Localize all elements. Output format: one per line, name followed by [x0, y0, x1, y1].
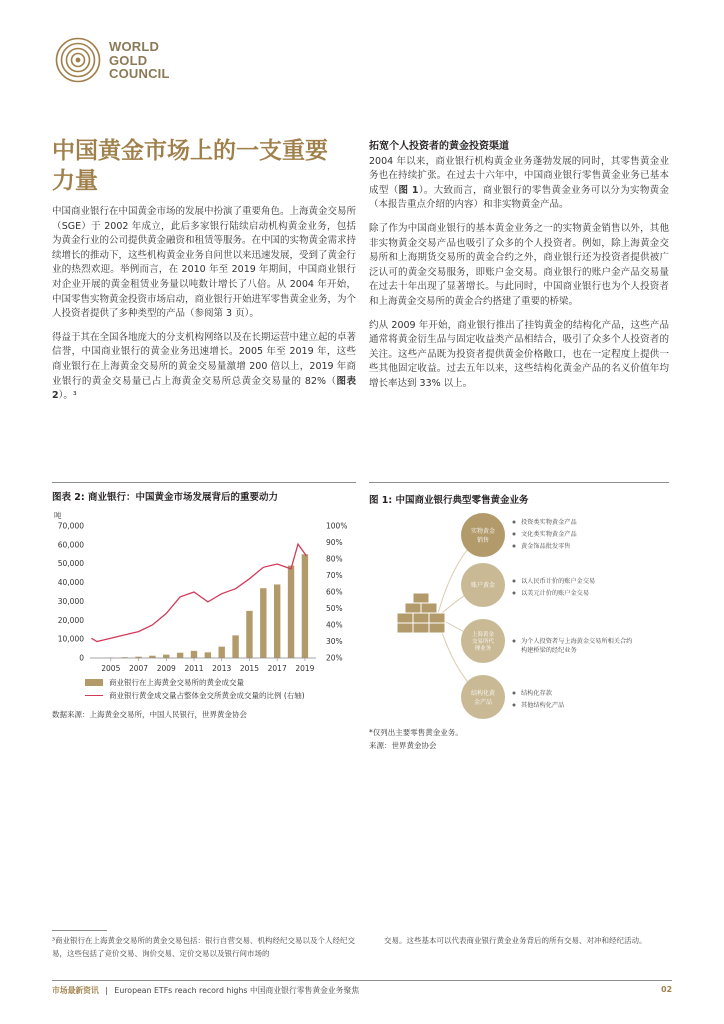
left-paragraph-2-text: 得益于其在全国各地庞大的分支机构网络以及在长期运营中建立起的卓著信誉，中国商业银行的黄金业务迅速增长。2005 年至 2019 年，这些商业银行在上海黄金交易所的黄金交易量激增 200 倍以上，2019 年商业银行的黄金交易量已占上海黄金交易所总黄金交易量的 82%（ [52, 331, 357, 387]
circle-2-label: 账户黄金 [470, 582, 496, 589]
chart-2-source: 数据来源：上海黄金交易所，中国人民银行，世界黄金协会 [52, 710, 247, 719]
y2-tick-label: 40% [326, 620, 343, 630]
figure-1-note: *仅列出主要零售黄金业务。 [369, 728, 463, 737]
bar-2016 [260, 588, 266, 658]
footer [52, 985, 672, 996]
y2-tick-label: 20% [326, 653, 343, 663]
y-tick-label: 30,000 [57, 596, 84, 606]
figure-1-reference: 图 1 [398, 184, 419, 196]
item-2-2: 以美元计价的账户金交易 [521, 590, 590, 597]
circle-1-label-b: 销售 [476, 537, 490, 544]
item-3-1: 为个人投资者与上海黄金交易所相关合约 [521, 638, 633, 645]
x-tick-label: 2007 [128, 664, 149, 673]
figure-1-items [513, 518, 633, 709]
right-paragraph-1-text: 2004 年以来，商业银行机构黄金业务蓬勃发展的同时，其零售黄金业务也在持续扩张。在过去十六年中，中国商业银行零售黄金业务已基本成型（ [369, 155, 669, 196]
right-paragraph-2: 除了作为中国商业银行的基本黄金业务之一的实物黄金销售以外，其他非实物黄金交易产品也吸引了众多的个人投资者。例如，除上海黄金交易所和上海期货交易所的黄金合约之外，商业银行还为投资者提供被广泛认可的黄金交易服务，即账户金交易。商业银行的账户金产品交易量在过去十年出现了显著增长。与此同时，中国商业银行也为个人投资者和上海黄金交易所的黄金合约搭建了重要的桥梁。 [369, 222, 669, 307]
chart-2 [44, 516, 364, 676]
x-tick-label: 2011 [184, 664, 204, 673]
bar-2009 [163, 655, 169, 658]
legend-bar-swatch [85, 679, 103, 686]
y2-tick-label: 60% [326, 587, 343, 597]
gold-bars-icon [397, 593, 445, 633]
circle-1-label-a: 实物黄金 [470, 528, 496, 535]
footnote-left: ³商业银行在上海黄金交易所的黄金交易包括：银行自营交易、机构经纪交易以及个人经纪交易，这些包括了竞价交易、询价交易、定价交易以及银行间市场的 [52, 936, 356, 958]
footnote-rule [52, 930, 107, 931]
chart-2-reference: 图表 2 [52, 375, 356, 402]
x-tick-label: 2019 [295, 664, 315, 673]
y-tick-label: 20,000 [57, 615, 84, 625]
logo-line-2: GOLD [109, 52, 148, 68]
footer-text: European ETFs reach record highs 中国商业银行零售黄金业务聚焦 [114, 986, 360, 995]
legend-bar-label: 商业银行在上海黄金交易所的黄金成交量 [109, 678, 244, 687]
figure-1-title: 图 1: 中国商业银行典型零售黄金业务 [369, 495, 529, 506]
footnote-right: 交易。这些基本可以代表商业银行黄金业务背后的所有交易、对冲和经纪活动。 [384, 936, 647, 945]
left-paragraph-2 [52, 331, 356, 404]
left-paragraph-2-end: ）。³ [58, 390, 77, 402]
item-1-2: 文化类实物黄金产品 [521, 531, 577, 538]
left-column [52, 136, 356, 413]
bar-2017 [274, 584, 280, 658]
item-1-3: 黄金饰品批发零售 [521, 543, 571, 550]
y2-tick-label: 50% [326, 604, 343, 613]
y-tick-label: 0 [79, 653, 84, 663]
logo-line-3: COUNCIL [109, 66, 170, 81]
circle-structured-products [461, 675, 505, 719]
page-number: 02 [661, 985, 672, 994]
bar-2015 [246, 611, 252, 658]
circle-3-label-a: 上海黄金 [471, 632, 495, 638]
circle-3-label-b: 交易所代 [471, 639, 495, 645]
bar-2013 [219, 647, 225, 658]
y2-tick-label: 90% [326, 538, 343, 547]
legend-line-label: 商业银行黄金成交量占整体金交所黄金成交量的比例 (右轴) [109, 691, 305, 700]
item-2-1: 以人民币计价的账户金交易 [521, 578, 596, 585]
left-paragraph-1: 中国商业银行在中国黄金市场的发展中扮演了重要角色。上海黄金交易所（SGE）于 2002 年成立，此后多家银行陆续启动机构黄金业务，包括为黄金行业的公司提供黄金融资和租赁等服务。在中国的实物黄金需求持续增长的推动下，这些机构黄金业务自问世以来迅速发展，受到了黄金行业的热烈欢迎。举例而言，在 2010 年至 2019 年期间，中国商业银行对企业开展的黄金租赁业务量以吨数计增长了八倍。从 2004 年开始，中国零售实物黄金投资市场启动，商业银行开始进军零售黄金业务，为个人投资者提供了多种类型的产品（参阅第 3 页）。 [52, 206, 357, 320]
chart-2-title: 图表 2: 商业银行：中国黄金市场发展背后的重要动力 [52, 492, 279, 503]
x-tick-label: 2013 [212, 664, 232, 673]
legend-line [85, 689, 360, 702]
legend-bar [85, 676, 360, 689]
item-4-2: 其他结构化产品 [521, 702, 565, 709]
bar-2019 [302, 554, 308, 658]
chart-2-unit-label: 吨 [54, 511, 62, 520]
footer-separator: | [105, 986, 108, 995]
y2-tick-label: 80% [326, 554, 343, 564]
x-tick-label: 2015 [239, 664, 259, 673]
y-tick-label: 10,000 [57, 634, 84, 644]
logo-line-1: WORLD [109, 39, 160, 54]
figure-1-diagram [369, 505, 669, 725]
bar-2010 [177, 653, 183, 658]
footer-section: 市场最新资讯 [52, 986, 99, 995]
y-tick-label: 40,000 [57, 578, 84, 588]
bar-2018 [288, 566, 294, 658]
bar-2011 [191, 651, 197, 658]
circle-3-label-c: 理业务 [474, 646, 492, 652]
bar-2014 [232, 635, 238, 658]
y-tick-label: 50,000 [57, 559, 84, 569]
logo [55, 37, 205, 82]
page-title [52, 136, 356, 196]
y2-tick-label: 70% [326, 571, 343, 580]
y-tick-label: 70,000 [57, 521, 84, 531]
page-title-line-1: 中国黄金市场上的一支重要 [52, 138, 328, 164]
circle-4-label-b: 金产品 [473, 699, 493, 706]
x-tick-label: 2005 [101, 664, 121, 673]
right-paragraph-1 [369, 155, 669, 213]
item-3-1-cont: 构建桥梁的经纪业务 [521, 647, 577, 654]
page-title-line-2: 力量 [52, 168, 98, 194]
figure-1-top-rule [369, 482, 669, 483]
world-gold-council-logo-icon [55, 37, 101, 83]
right-paragraph-1-end: ）。大致而言，商业银行的零售黄金业务可以分为实物黄金（本报告重点介绍的内容）和非实物黄金产品。 [369, 184, 669, 211]
right-column [369, 140, 669, 401]
item-4-1: 结构化存款 [521, 690, 552, 697]
x-tick-label: 2009 [156, 664, 176, 673]
circle-4-label-a: 结构化黄 [470, 690, 496, 697]
chart-2-legend [85, 676, 360, 702]
right-paragraph-3: 约从 2009 年开始，商业银行推出了挂钩黄金的结构化产品，这些产品通常将黄金衍生品与固定收益类产品相结合，吸引了众多个人投资者的关注。这些产品既为投资者提供黄金价格敞口，也在一定程度上提供一些其他固定收益。过去五年以来，这些结构化黄金产品的名义价值年均增长率达到 33% 以上。 [369, 319, 669, 389]
footer-rule [52, 980, 672, 981]
circle-physical-gold [461, 513, 505, 557]
chart-2-top-rule [52, 482, 356, 483]
bar-2012 [205, 652, 211, 658]
chart-2-bars [94, 554, 308, 658]
legend-line-swatch [85, 695, 103, 696]
figure-1-source: 来源：世界黄金协会 [369, 741, 437, 750]
x-tick-label: 2017 [267, 664, 287, 673]
section-heading: 拓宽个人投资者的黄金投资渠道 [369, 141, 509, 152]
y2-tick-label: 30% [326, 637, 343, 646]
y2-tick-label: 100% [326, 521, 348, 531]
item-1-1: 投资类实物黄金产品 [521, 519, 577, 526]
y-tick-label: 60,000 [57, 540, 84, 550]
